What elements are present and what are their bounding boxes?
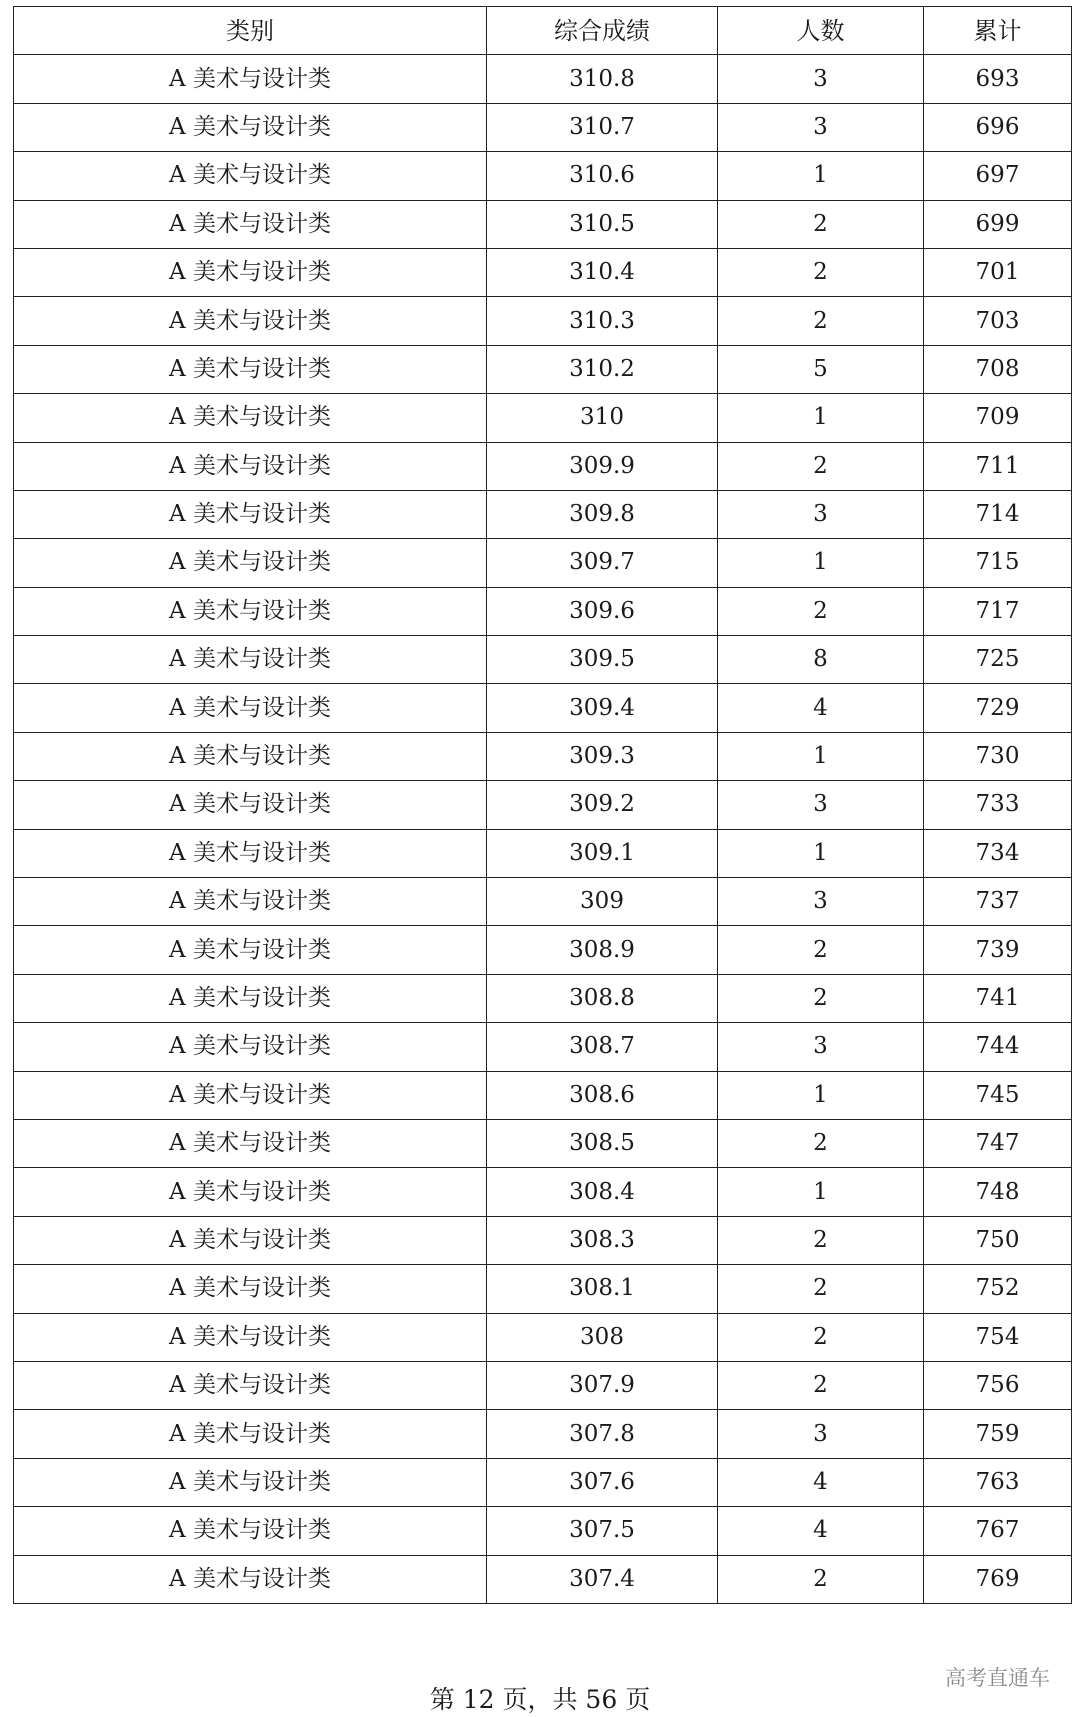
table-row bbox=[14, 1410, 1072, 1458]
table-row bbox=[14, 1313, 1072, 1361]
cell-count: 5 bbox=[718, 345, 924, 393]
cell-category: A 美术与设计类 bbox=[14, 394, 487, 442]
cell-category: A 美术与设计类 bbox=[14, 1168, 487, 1216]
table-row bbox=[14, 1168, 1072, 1216]
cell-score: 309.6 bbox=[487, 587, 718, 635]
table-row bbox=[14, 103, 1072, 151]
table-row bbox=[14, 1458, 1072, 1506]
cell-cumulative: 750 bbox=[924, 1216, 1072, 1264]
cell-cumulative: 747 bbox=[924, 1119, 1072, 1167]
cell-category: A 美术与设计类 bbox=[14, 1265, 487, 1313]
cell-score: 308.8 bbox=[487, 974, 718, 1022]
cell-category: A 美术与设计类 bbox=[14, 829, 487, 877]
cell-score: 309.9 bbox=[487, 442, 718, 490]
cell-cumulative: 737 bbox=[924, 878, 1072, 926]
cell-cumulative: 701 bbox=[924, 248, 1072, 296]
cell-cumulative: 759 bbox=[924, 1410, 1072, 1458]
cell-count: 2 bbox=[718, 1555, 924, 1603]
cell-category: A 美术与设计类 bbox=[14, 636, 487, 684]
cell-count: 1 bbox=[718, 829, 924, 877]
table-row bbox=[14, 442, 1072, 490]
cell-score: 308 bbox=[487, 1313, 718, 1361]
cell-category: A 美术与设计类 bbox=[14, 926, 487, 974]
table-row bbox=[14, 394, 1072, 442]
cell-cumulative: 709 bbox=[924, 394, 1072, 442]
cell-score: 309.2 bbox=[487, 781, 718, 829]
cell-cumulative: 699 bbox=[924, 200, 1072, 248]
cell-count: 3 bbox=[718, 55, 924, 103]
cell-category: A 美术与设计类 bbox=[14, 1410, 487, 1458]
table-row bbox=[14, 1555, 1072, 1603]
cell-category: A 美术与设计类 bbox=[14, 200, 487, 248]
table-row bbox=[14, 926, 1072, 974]
cell-count: 3 bbox=[718, 490, 924, 538]
cell-count: 1 bbox=[718, 152, 924, 200]
table-row bbox=[14, 974, 1072, 1022]
table-row bbox=[14, 1265, 1072, 1313]
cell-count: 1 bbox=[718, 732, 924, 780]
table-row bbox=[14, 490, 1072, 538]
cell-score: 310.6 bbox=[487, 152, 718, 200]
cell-count: 2 bbox=[718, 926, 924, 974]
table-row bbox=[14, 878, 1072, 926]
cell-category: A 美术与设计类 bbox=[14, 297, 487, 345]
cell-cumulative: 734 bbox=[924, 829, 1072, 877]
cell-score: 310.5 bbox=[487, 200, 718, 248]
cell-score: 307.6 bbox=[487, 1458, 718, 1506]
cell-count: 4 bbox=[718, 684, 924, 732]
cell-category: A 美术与设计类 bbox=[14, 684, 487, 732]
cell-count: 2 bbox=[718, 1361, 924, 1409]
cell-count: 1 bbox=[718, 539, 924, 587]
cell-category: A 美术与设计类 bbox=[14, 1555, 487, 1603]
cell-cumulative: 697 bbox=[924, 152, 1072, 200]
cell-category: A 美术与设计类 bbox=[14, 1071, 487, 1119]
cell-score: 310.2 bbox=[487, 345, 718, 393]
cell-category: A 美术与设计类 bbox=[14, 55, 487, 103]
table-row bbox=[14, 1119, 1072, 1167]
header-category: 类别 bbox=[14, 7, 487, 55]
cell-category: A 美术与设计类 bbox=[14, 442, 487, 490]
table-row bbox=[14, 781, 1072, 829]
table-row bbox=[14, 297, 1072, 345]
cell-count: 1 bbox=[718, 394, 924, 442]
cell-score: 307.8 bbox=[487, 1410, 718, 1458]
table-row bbox=[14, 1361, 1072, 1409]
cell-cumulative: 730 bbox=[924, 732, 1072, 780]
cell-score: 309.7 bbox=[487, 539, 718, 587]
cell-count: 3 bbox=[718, 781, 924, 829]
cell-score: 310.3 bbox=[487, 297, 718, 345]
table-row bbox=[14, 1023, 1072, 1071]
cell-score: 308.5 bbox=[487, 1119, 718, 1167]
watermark: 高考直通车 bbox=[945, 1666, 1050, 1690]
cell-category: A 美术与设计类 bbox=[14, 490, 487, 538]
cell-category: A 美术与设计类 bbox=[14, 1023, 487, 1071]
cell-category: A 美术与设计类 bbox=[14, 539, 487, 587]
cell-cumulative: 693 bbox=[924, 55, 1072, 103]
cell-score: 309.8 bbox=[487, 490, 718, 538]
cell-score: 309.4 bbox=[487, 684, 718, 732]
cell-score: 310.7 bbox=[487, 103, 718, 151]
table-row bbox=[14, 200, 1072, 248]
cell-cumulative: 769 bbox=[924, 1555, 1072, 1603]
cell-category: A 美术与设计类 bbox=[14, 248, 487, 296]
cell-count: 1 bbox=[718, 1168, 924, 1216]
table-row bbox=[14, 55, 1072, 103]
cell-cumulative: 741 bbox=[924, 974, 1072, 1022]
cell-cumulative: 729 bbox=[924, 684, 1072, 732]
cell-score: 308.3 bbox=[487, 1216, 718, 1264]
cell-score: 309.3 bbox=[487, 732, 718, 780]
cell-category: A 美术与设计类 bbox=[14, 1119, 487, 1167]
cell-cumulative: 711 bbox=[924, 442, 1072, 490]
cell-score: 309.1 bbox=[487, 829, 718, 877]
cell-score: 309 bbox=[487, 878, 718, 926]
cell-cumulative: 708 bbox=[924, 345, 1072, 393]
table-row bbox=[14, 636, 1072, 684]
cell-cumulative: 715 bbox=[924, 539, 1072, 587]
cell-count: 2 bbox=[718, 200, 924, 248]
table-row bbox=[14, 152, 1072, 200]
cell-category: A 美术与设计类 bbox=[14, 1507, 487, 1555]
cell-score: 308.4 bbox=[487, 1168, 718, 1216]
cell-category: A 美术与设计类 bbox=[14, 103, 487, 151]
cell-score: 310.8 bbox=[487, 55, 718, 103]
cell-cumulative: 717 bbox=[924, 587, 1072, 635]
cell-score: 309.5 bbox=[487, 636, 718, 684]
cell-count: 2 bbox=[718, 1265, 924, 1313]
cell-count: 3 bbox=[718, 103, 924, 151]
cell-category: A 美术与设计类 bbox=[14, 1361, 487, 1409]
table-row bbox=[14, 684, 1072, 732]
cell-count: 3 bbox=[718, 878, 924, 926]
cell-score: 308.6 bbox=[487, 1071, 718, 1119]
cell-score: 307.9 bbox=[487, 1361, 718, 1409]
cell-score: 310.4 bbox=[487, 248, 718, 296]
cell-count: 2 bbox=[718, 248, 924, 296]
cell-category: A 美术与设计类 bbox=[14, 1216, 487, 1264]
cell-count: 3 bbox=[718, 1023, 924, 1071]
table-row bbox=[14, 829, 1072, 877]
cell-category: A 美术与设计类 bbox=[14, 1313, 487, 1361]
table-body bbox=[14, 55, 1072, 1604]
cell-category: A 美术与设计类 bbox=[14, 587, 487, 635]
cell-count: 2 bbox=[718, 1119, 924, 1167]
cell-score: 308.7 bbox=[487, 1023, 718, 1071]
cell-category: A 美术与设计类 bbox=[14, 974, 487, 1022]
cell-score: 307.4 bbox=[487, 1555, 718, 1603]
header-score: 综合成绩 bbox=[487, 7, 718, 55]
cell-count: 1 bbox=[718, 1071, 924, 1119]
cell-score: 308.9 bbox=[487, 926, 718, 974]
cell-count: 2 bbox=[718, 442, 924, 490]
cell-category: A 美术与设计类 bbox=[14, 781, 487, 829]
cell-category: A 美术与设计类 bbox=[14, 345, 487, 393]
cell-cumulative: 714 bbox=[924, 490, 1072, 538]
table-row bbox=[14, 1071, 1072, 1119]
cell-cumulative: 703 bbox=[924, 297, 1072, 345]
cell-cumulative: 696 bbox=[924, 103, 1072, 151]
cell-category: A 美术与设计类 bbox=[14, 878, 487, 926]
cell-cumulative: 754 bbox=[924, 1313, 1072, 1361]
cell-cumulative: 733 bbox=[924, 781, 1072, 829]
cell-cumulative: 763 bbox=[924, 1458, 1072, 1506]
cell-cumulative: 725 bbox=[924, 636, 1072, 684]
table-row bbox=[14, 248, 1072, 296]
cell-cumulative: 752 bbox=[924, 1265, 1072, 1313]
cell-count: 2 bbox=[718, 587, 924, 635]
page-number: 第 12 页，共 56 页 bbox=[429, 1685, 651, 1714]
cell-count: 2 bbox=[718, 1216, 924, 1264]
cell-cumulative: 756 bbox=[924, 1361, 1072, 1409]
cell-cumulative: 767 bbox=[924, 1507, 1072, 1555]
table-row bbox=[14, 587, 1072, 635]
cell-count: 2 bbox=[718, 1313, 924, 1361]
table-row bbox=[14, 345, 1072, 393]
cell-category: A 美术与设计类 bbox=[14, 152, 487, 200]
cell-cumulative: 745 bbox=[924, 1071, 1072, 1119]
cell-category: A 美术与设计类 bbox=[14, 732, 487, 780]
table-row bbox=[14, 1507, 1072, 1555]
cell-score: 307.5 bbox=[487, 1507, 718, 1555]
cell-count: 8 bbox=[718, 636, 924, 684]
cell-cumulative: 739 bbox=[924, 926, 1072, 974]
cell-cumulative: 744 bbox=[924, 1023, 1072, 1071]
cell-cumulative: 748 bbox=[924, 1168, 1072, 1216]
cell-count: 2 bbox=[718, 974, 924, 1022]
cell-count: 4 bbox=[718, 1507, 924, 1555]
header-cumulative: 累计 bbox=[924, 7, 1072, 55]
table-row bbox=[14, 732, 1072, 780]
cell-score: 308.1 bbox=[487, 1265, 718, 1313]
header-count: 人数 bbox=[718, 7, 924, 55]
cell-count: 4 bbox=[718, 1458, 924, 1506]
cell-category: A 美术与设计类 bbox=[14, 1458, 487, 1506]
table-header-row bbox=[14, 7, 1072, 55]
cell-count: 3 bbox=[718, 1410, 924, 1458]
table-row bbox=[14, 1216, 1072, 1264]
cell-score: 310 bbox=[487, 394, 718, 442]
score-table bbox=[13, 6, 1072, 1604]
table-row bbox=[14, 539, 1072, 587]
cell-count: 2 bbox=[718, 297, 924, 345]
